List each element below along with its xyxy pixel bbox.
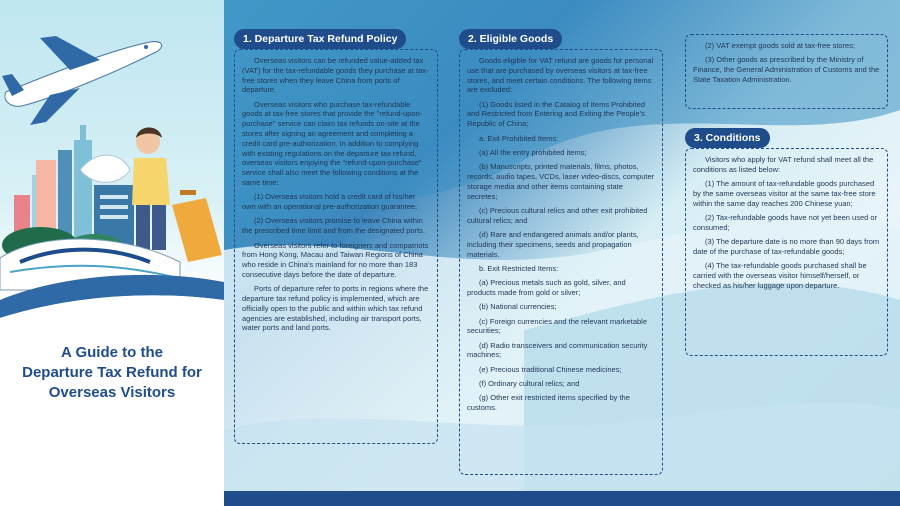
eligible-box bbox=[459, 49, 663, 475]
eligible-continued-paragraph: (2) VAT exempt goods sold at tax-free stores; bbox=[705, 41, 856, 50]
eligible-paragraph: (g) Other exit restricted items specified by the customs. bbox=[467, 393, 630, 413]
conditions-paragraph: (4) The tax-refundable goods purchased shall be carried with the overseas visitor himself/herself, or checked as his/her luggage upon departure. bbox=[693, 261, 867, 290]
eligible-paragraph: (d) Rare and endangered animals and/or plants, including their specimens, seeds and propagation materials. bbox=[467, 229, 639, 259]
eligible-paragraph: b. Exit Restricted Items: bbox=[479, 263, 559, 273]
conditions-heading: 3. Conditions bbox=[685, 128, 770, 148]
travel-illustration bbox=[0, 0, 224, 340]
eligible-paragraph: (a) All the entry prohibited items; bbox=[479, 147, 587, 157]
policy-paragraph: (1) Overseas visitors hold a credit card of his/her own with an operational pre-authorization guarantee; bbox=[242, 192, 418, 212]
policy-paragraph: Ports of departure refer to ports in regions where the departure tax refund policy is implemented, which are officially open to the public and within which tax refund agencies are established, including air transport ports, water ports and land ports. bbox=[242, 284, 429, 333]
eligible-paragraph: (f) Ordinary cultural relics; and bbox=[479, 379, 580, 389]
policy-paragraph: (2) Overseas visitors promise to leave China within the prescribed time limit and from the designated ports. bbox=[242, 216, 426, 236]
eligible-paragraph: (c) Foreign currencies and the relevant marketable securities; bbox=[467, 316, 647, 336]
conditions-paragraph: (1) The amount of tax-refundable goods purchased by the same overseas visitor at the same tax-free store within the same day reaches 200 Chinese yuan; bbox=[693, 179, 876, 208]
conditions-paragraph: (3) The departure date is no more than 90 days from date of the purchase of tax-refundable goods; bbox=[693, 237, 880, 256]
content-panel bbox=[224, 0, 900, 506]
eligible-paragraph: a. Exit Prohibited Items: bbox=[479, 133, 559, 143]
policy-box bbox=[234, 49, 438, 444]
traveler-figure bbox=[132, 128, 222, 263]
conditions-box bbox=[685, 148, 888, 356]
conditions-paragraph: Visitors who apply for VAT refund shall meet all the conditions as listed below: bbox=[693, 155, 874, 174]
cover-panel bbox=[0, 0, 224, 506]
eligible-continued-paragraph: (3) Other goods as prescribed by the Ministry of Finance, the General Administration of Customs and the State Taxation Administration. bbox=[693, 55, 880, 84]
eligible-paragraph: (c) Precious cultural relics and other exit prohibited cultural relics; and bbox=[467, 205, 648, 225]
policy-paragraph: Overseas visitors who purchase tax-refundable goods at tax-free stores that provide the "refund-upon-purchase" service can claim tax refunds on-site at the stores after signing an agreement and completing a credit card pre-authorization. In addition to complying with existing regulations on the departure tax refund, overseas visitors enjoying the "refund-upon-purchase" service shall also meet the following conditions at the same time: bbox=[242, 99, 423, 188]
eligible-paragraph: (b) National currencies; bbox=[479, 302, 557, 312]
cover-title-line-2: Departure Tax Refund for bbox=[22, 364, 202, 381]
policy-paragraph: Overseas visitors refer to foreigners and compatriots from Hong Kong, Macau and Taiwan Regions of China who reside in China’s mainland for no more than 183 consecutive days before the date of departure. bbox=[242, 240, 429, 279]
eligible-paragraph: (d) Radio transceivers and communication security machines; bbox=[467, 340, 648, 360]
eligible-paragraph: Goods eligible for VAT refund are goods for personal use that are purchased by overseas visitors at tax-free stores, and meet certain conditions. The following items are excluded: bbox=[467, 56, 654, 95]
eligible-continued-box bbox=[685, 34, 888, 109]
eligible-heading: 2. Eligible Goods bbox=[459, 29, 562, 49]
eligible-paragraph: (e) Precious traditional Chinese medicines; bbox=[479, 364, 622, 374]
policy-paragraph: Overseas visitors can be refunded value-added tax (VAT) for the tax-refundable goods they purchase at tax-free stores when they leave China from ports of departure. bbox=[242, 56, 429, 95]
eligible-paragraph: (a) Precious metals such as gold, silver, and products made from gold or silver; bbox=[467, 278, 626, 297]
bottom-bar bbox=[224, 491, 900, 506]
airplane-icon bbox=[2, 36, 162, 125]
cover-title-line-1: A Guide to the bbox=[61, 344, 163, 361]
cover-title-line-3: Overseas Visitors bbox=[48, 384, 176, 401]
cover-title bbox=[0, 343, 224, 403]
eligible-paragraph: (b) Manuscripts, printed materials, films, photos, records, audio tapes, VCDs, laser video-discs, computer storage media and other items containing state secretes; bbox=[467, 162, 655, 201]
conditions-paragraph: (2) Tax-refundable goods have not yet been used or consumed; bbox=[693, 212, 878, 232]
policy-heading: 1. Departure Tax Refund Policy bbox=[234, 29, 406, 49]
eligible-paragraph: (1) Goods listed in the Catalog of Items Prohibited and Restricted from Entering and Exiting the People’s Republic of China; bbox=[467, 99, 645, 129]
